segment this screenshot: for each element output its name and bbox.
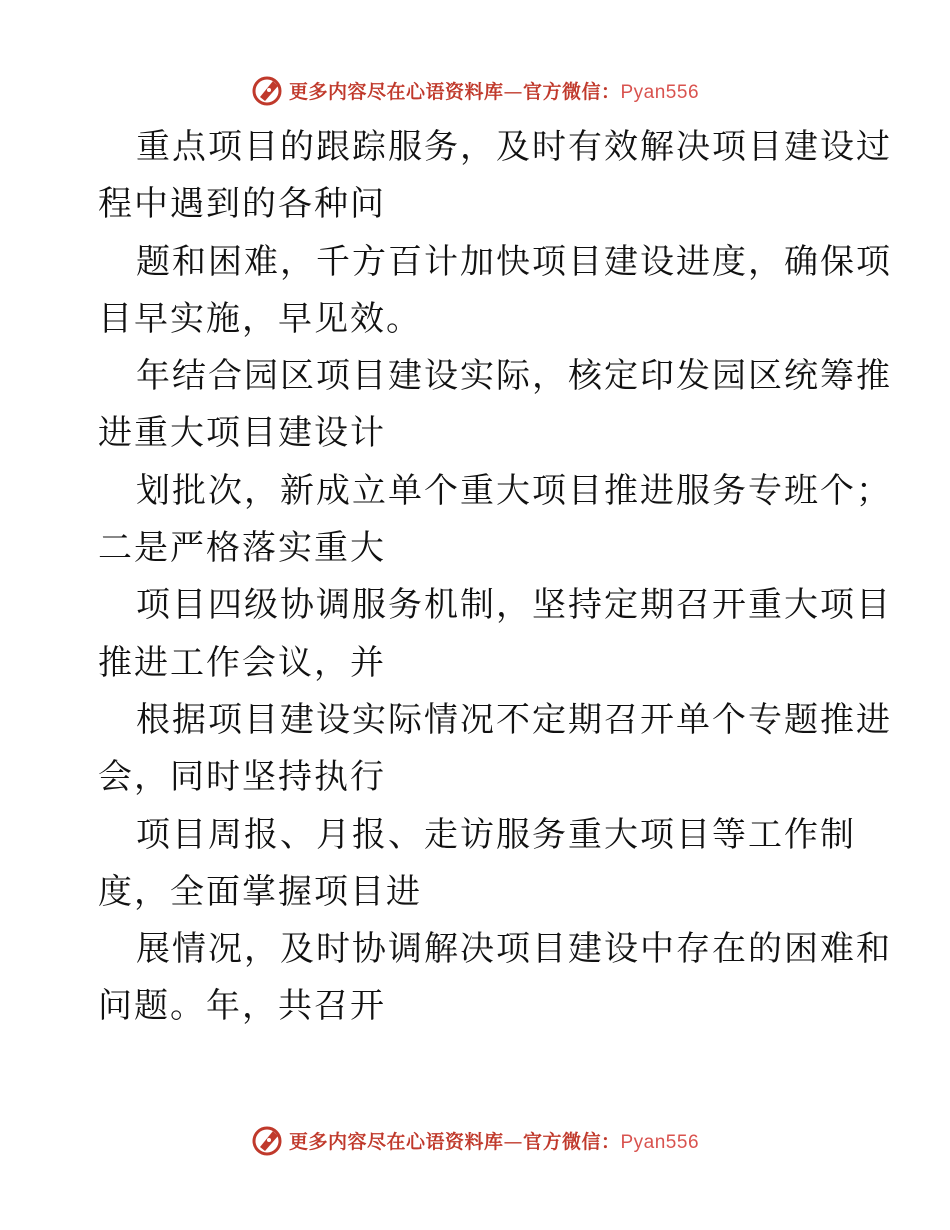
body-line: 度，全面掌握项目进 bbox=[98, 871, 422, 912]
wechat-handle: Pyan556 bbox=[620, 81, 700, 103]
footer-banner bbox=[0, 1120, 950, 1160]
brand-text: 更多内容尽在心语资料库 bbox=[288, 1130, 504, 1153]
wechat-handle: Pyan556 bbox=[620, 1131, 700, 1153]
pen-nib-logo-icon bbox=[251, 1123, 285, 1157]
body-line: 会，同时坚持执行 bbox=[98, 757, 386, 798]
banner-separator: — bbox=[503, 1130, 523, 1153]
body-line: 根据项目建设实际情况不定期召开单个专题推进 bbox=[136, 699, 892, 740]
body-line: 重点项目的跟踪服务，及时有效解决项目建设过 bbox=[136, 127, 892, 167]
header-banner bbox=[0, 70, 950, 110]
pen-nib-logo-icon bbox=[251, 73, 285, 107]
body-line: 年结合园区项目建设实际，核定印发园区统筹推 bbox=[136, 356, 892, 397]
body-line: 进重大项目建设计 bbox=[98, 413, 386, 454]
brand-text: 更多内容尽在心语资料库 bbox=[288, 80, 504, 103]
official-label: 官方微信： bbox=[522, 1130, 621, 1153]
body-line: 项目四级协调服务机制，坚持定期召开重大项目 bbox=[136, 585, 892, 626]
official-label: 官方微信： bbox=[522, 80, 621, 103]
body-line: 划批次，新成立单个重大项目推进服务专班个； bbox=[136, 470, 892, 511]
body-line: 推进工作会议，并 bbox=[98, 642, 386, 683]
body-line: 目早实施，早见效。 bbox=[98, 298, 422, 339]
banner-separator: — bbox=[503, 80, 523, 103]
body-line: 二是严格落实重大 bbox=[98, 528, 386, 569]
document-body bbox=[98, 119, 892, 1036]
body-line: 题和困难，千方百计加快项目建设进度，确保项 bbox=[136, 241, 892, 282]
banner-text bbox=[289, 77, 699, 104]
body-line: 项目周报、月报、走访服务重大项目等工作制 bbox=[136, 814, 856, 855]
body-line: 问题。年，共召开 bbox=[98, 986, 386, 1027]
body-line: 展情况，及时协调解决项目建设中存在的困难和 bbox=[136, 929, 892, 970]
banner-text bbox=[289, 1127, 699, 1154]
body-line: 程中遇到的各种问 bbox=[98, 184, 386, 225]
